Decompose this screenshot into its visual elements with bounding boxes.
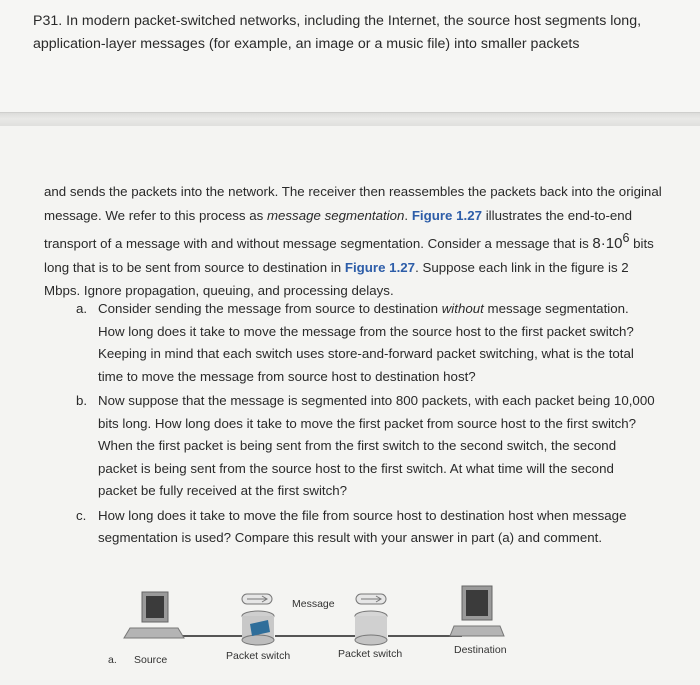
problem-body bbox=[0, 126, 700, 680]
problem-paragraph bbox=[44, 180, 664, 303]
top-snippet bbox=[0, 0, 700, 112]
switch-1-arrows-icon bbox=[242, 594, 272, 604]
paragraph-text: and sends the packets into the network. The receiver then reassembles the packets back into the original message. We refer to this process as bbox=[44, 184, 662, 223]
figure-link[interactable]: Figure 1.27 bbox=[411, 207, 483, 223]
switch-2-arrows-icon bbox=[356, 594, 386, 604]
part-label: b. bbox=[76, 393, 88, 408]
message-size-base: 8·10 bbox=[592, 235, 623, 252]
part-text: How long does it take to move the file from source host to destination host when message segmentation is used? Compare this result with your answer in part (a) and comment. bbox=[98, 507, 627, 545]
destination-label: Destination bbox=[454, 644, 507, 656]
question-parts bbox=[76, 298, 656, 552]
message-size-exponent: 6 bbox=[622, 231, 630, 245]
destination-computer-icon bbox=[450, 586, 504, 636]
part-emphasis: without bbox=[441, 301, 484, 316]
problem-intro: P31. In modern packet-switched networks, including the Internet, the source host segments long, application-layer messages (for example, an image or a music file) into smaller packets bbox=[33, 13, 642, 52]
part-a bbox=[76, 298, 656, 388]
figure-1-27 bbox=[100, 584, 540, 680]
source-label: Source bbox=[134, 654, 168, 666]
part-text: message segmentation. How long does it take to move the message from the source host to the first packet switch? Keeping in mind that each switch uses store-and-forward packet switching, what is the total time to move the message from source host to destination host? bbox=[98, 301, 634, 384]
figure-panel-label: a. bbox=[108, 654, 117, 666]
packet-switch-1-icon bbox=[242, 611, 274, 645]
paragraph-text: . Suppose each link in the figure is 2 Mbps. Ignore propagation, queuing, and processing delays. bbox=[44, 259, 629, 298]
figure-link[interactable]: Figure 1.27 bbox=[344, 259, 416, 275]
paragraph-text: . bbox=[404, 207, 412, 223]
message-label: Message bbox=[292, 598, 335, 610]
switch2-label: Packet switch bbox=[338, 648, 403, 660]
term-message-segmentation: message segmentation bbox=[266, 207, 405, 223]
packet-switch-2-icon bbox=[355, 611, 387, 645]
part-text: Now suppose that the message is segmented into 800 packets, with each packet being 10,000 bits long. How long does it take to move the first packet from source host to the first switch? When the first packet is being sent from the first switch to the second switch, the second packet is being sent from the source host to the first switch. At what time will the second packet be fully received at the first switch? bbox=[98, 393, 655, 498]
paragraph-text: illustrates the end-to-end transport of a message with and without message segmentation. Consider a message that is bbox=[44, 207, 633, 251]
part-b bbox=[76, 390, 656, 503]
paragraph-text: bits long that is to be sent from source to destination in bbox=[44, 236, 654, 275]
source-computer-icon bbox=[124, 592, 184, 638]
part-label: c. bbox=[76, 507, 87, 523]
part-label: a. bbox=[76, 301, 88, 316]
message-size bbox=[592, 231, 630, 252]
part-c bbox=[76, 505, 656, 550]
switch1-label: Packet switch bbox=[226, 650, 291, 662]
part-text: Consider sending the message from source to destination bbox=[98, 301, 442, 316]
